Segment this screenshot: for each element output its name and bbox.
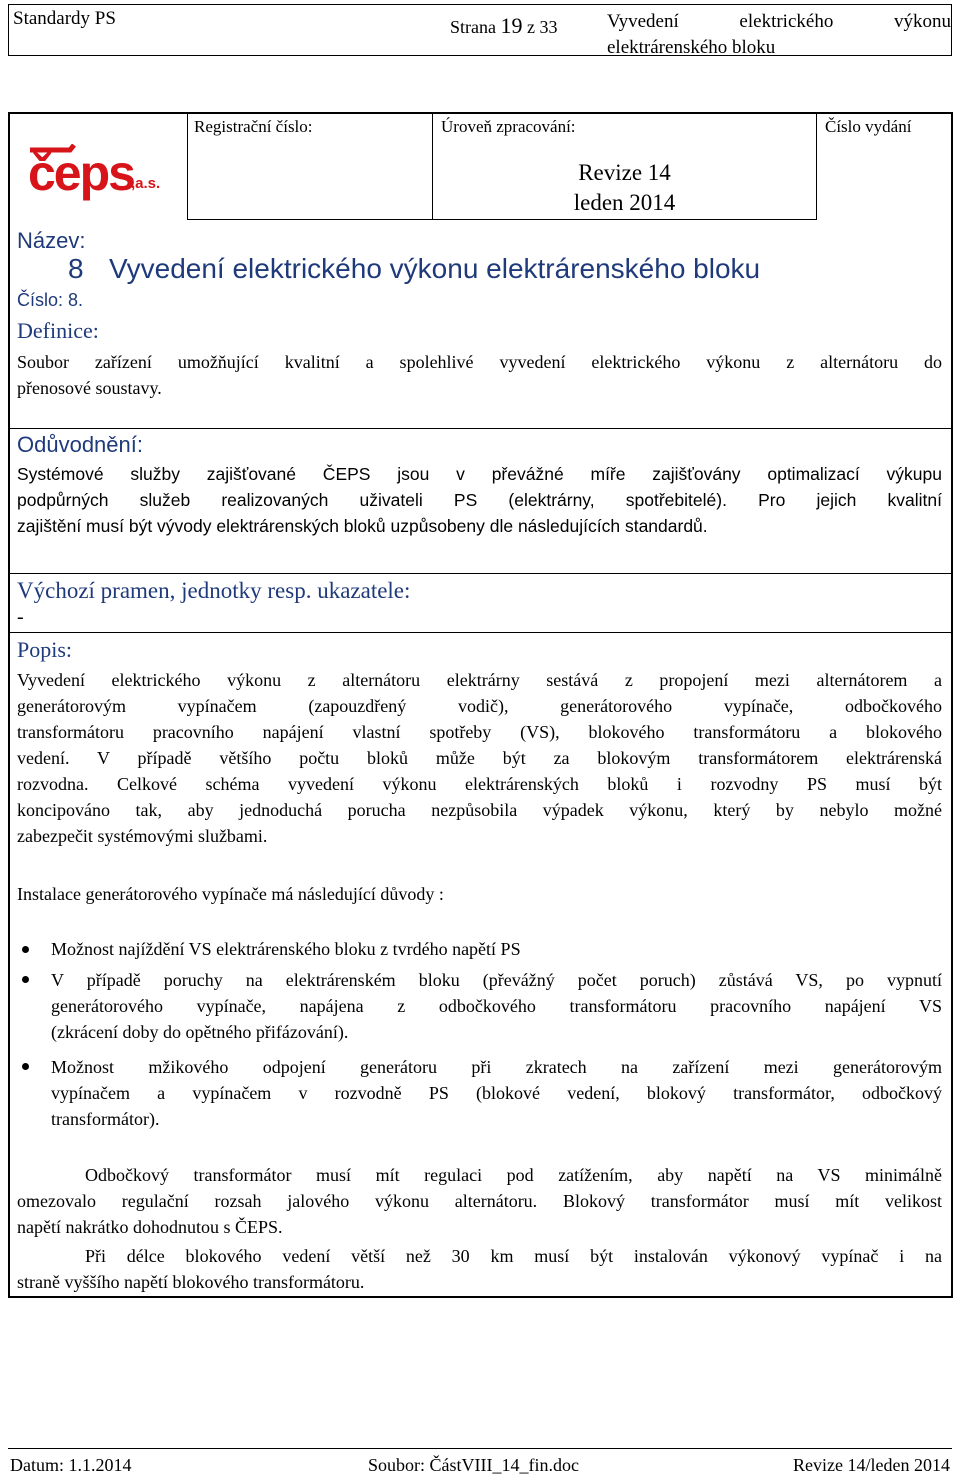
footer-file: Soubor: ČástVIII_14_fin.doc — [368, 1455, 579, 1475]
paragraph-line-length: Při délce blokového vedení větší než 30 km musí být instalován výkonový vypínač i na straně vyššího napětí blokového transformátoru. — [17, 1246, 942, 1292]
source-heading: Výchozí pramen, jednotky resp. ukazatele: — [17, 578, 411, 603]
revision-date: leden 2014 — [573, 190, 676, 215]
number-label: Číslo: 8. — [17, 290, 84, 310]
edition-label: Číslo vydání — [825, 117, 912, 136]
revision: Revize 14 — [578, 160, 671, 185]
document-title: Standardy PS — [13, 8, 116, 29]
chapter-number: 8 — [68, 253, 84, 284]
footer-date: Datum: 1.1.2014 — [10, 1455, 132, 1475]
svg-text:čeps: čeps — [28, 145, 134, 201]
list-item: Možnost mžikového odpojení generátoru při zkratech na zařízení mezi generátorovým vypínačem a vypínačem v rozvodně PS (blokové vedení, blokový transformátor, odbočkový transformátor). — [51, 1057, 942, 1129]
description-heading: Popis: — [17, 637, 73, 662]
page-header — [8, 4, 952, 56]
registration-label: Registrační číslo: — [194, 117, 313, 136]
paragraph-transformer: Odbočkový transformátor musí mít regulaci pod zatížením, aby napětí na VS minimálně omezovalo regulační rozsah jalového výkonu alternátoru. Blokový transformátor musí mít velikost napětí nakrátko dohodnutou s ČEPS. — [17, 1165, 942, 1237]
definition-text: Soubor zařízení umožňující kvalitní a spolehlivé vyvedení elektrického výkonu z alternátoru do přenosové soustavy. — [17, 352, 942, 398]
footer-revision: Revize 14/leden 2014 — [793, 1455, 950, 1475]
bullet-icon — [22, 946, 29, 953]
bullet-icon — [22, 1063, 29, 1070]
install-intro: Instalace generátorového vypínače má následující důvody : — [17, 884, 444, 904]
page-footer — [8, 1448, 952, 1479]
page-indicator: Strana 19 z 33 — [450, 13, 558, 38]
source-value: - — [17, 606, 24, 628]
level-label: Úroveň zpracování: — [441, 117, 576, 136]
page-number: 19 — [500, 13, 523, 38]
name-label: Název: — [17, 228, 86, 253]
justification-text: Systémové služby zajišťované ČEPS jsou v převážné míře zajišťovány optimalizací výkupu podpůrných služeb realizovaných uživateli PS (elektrárny, spotřebitelé). Pro jejich kvalitní zajištění musí být vývody elektrárenských bloků uzpůsobeny dle následujících standardů. — [17, 464, 942, 536]
ceps-logo — [26, 144, 166, 204]
definition-heading: Definice: — [17, 318, 99, 343]
description-text: Vyvedení elektrického výkonu z alternátoru elektrárny sestává z propojení mezi alternátorem a generátorovým vypínačem (zapouzdřený vodič), generátorového vypínače, odbočkového transformátoru pracovního napájení vlastní spotřeby (VS), blokového transformátoru a blokového vedení. V případě většího počtu bloků může být za blokovým transformátorem elektrárenská rozvodna. Celkové schéma vyvedení výkonu elektrárenských bloků i rozvodny PS musí být koncipováno tak, aby jednoduchá porucha nezpůsobila výpadek výkonu, který by nebylo možné zabezpečit systémovými službami. — [17, 670, 942, 846]
list-item: Možnost najíždění VS elektrárenského bloku z tvrdého napětí PS — [51, 939, 521, 959]
section-title: Vyvedení elektrického výkonu elektrárenského bloku — [607, 11, 951, 58]
bullet-icon — [22, 976, 29, 983]
justification-heading: Odůvodnění: — [17, 432, 143, 457]
chapter-title: Vyvedení elektrického výkonu elektrárenského bloku — [109, 253, 761, 284]
list-item: V případě poruchy na elektrárenském bloku (převážný počet poruch) zůstává VS, po vypnutí generátorového vypínače, napájena z odbočkového transformátoru pracovního napájení VS (zkrácení doby do opětného přifázování). — [51, 970, 942, 1042]
svg-text:,a.s.: ,a.s. — [131, 175, 161, 192]
